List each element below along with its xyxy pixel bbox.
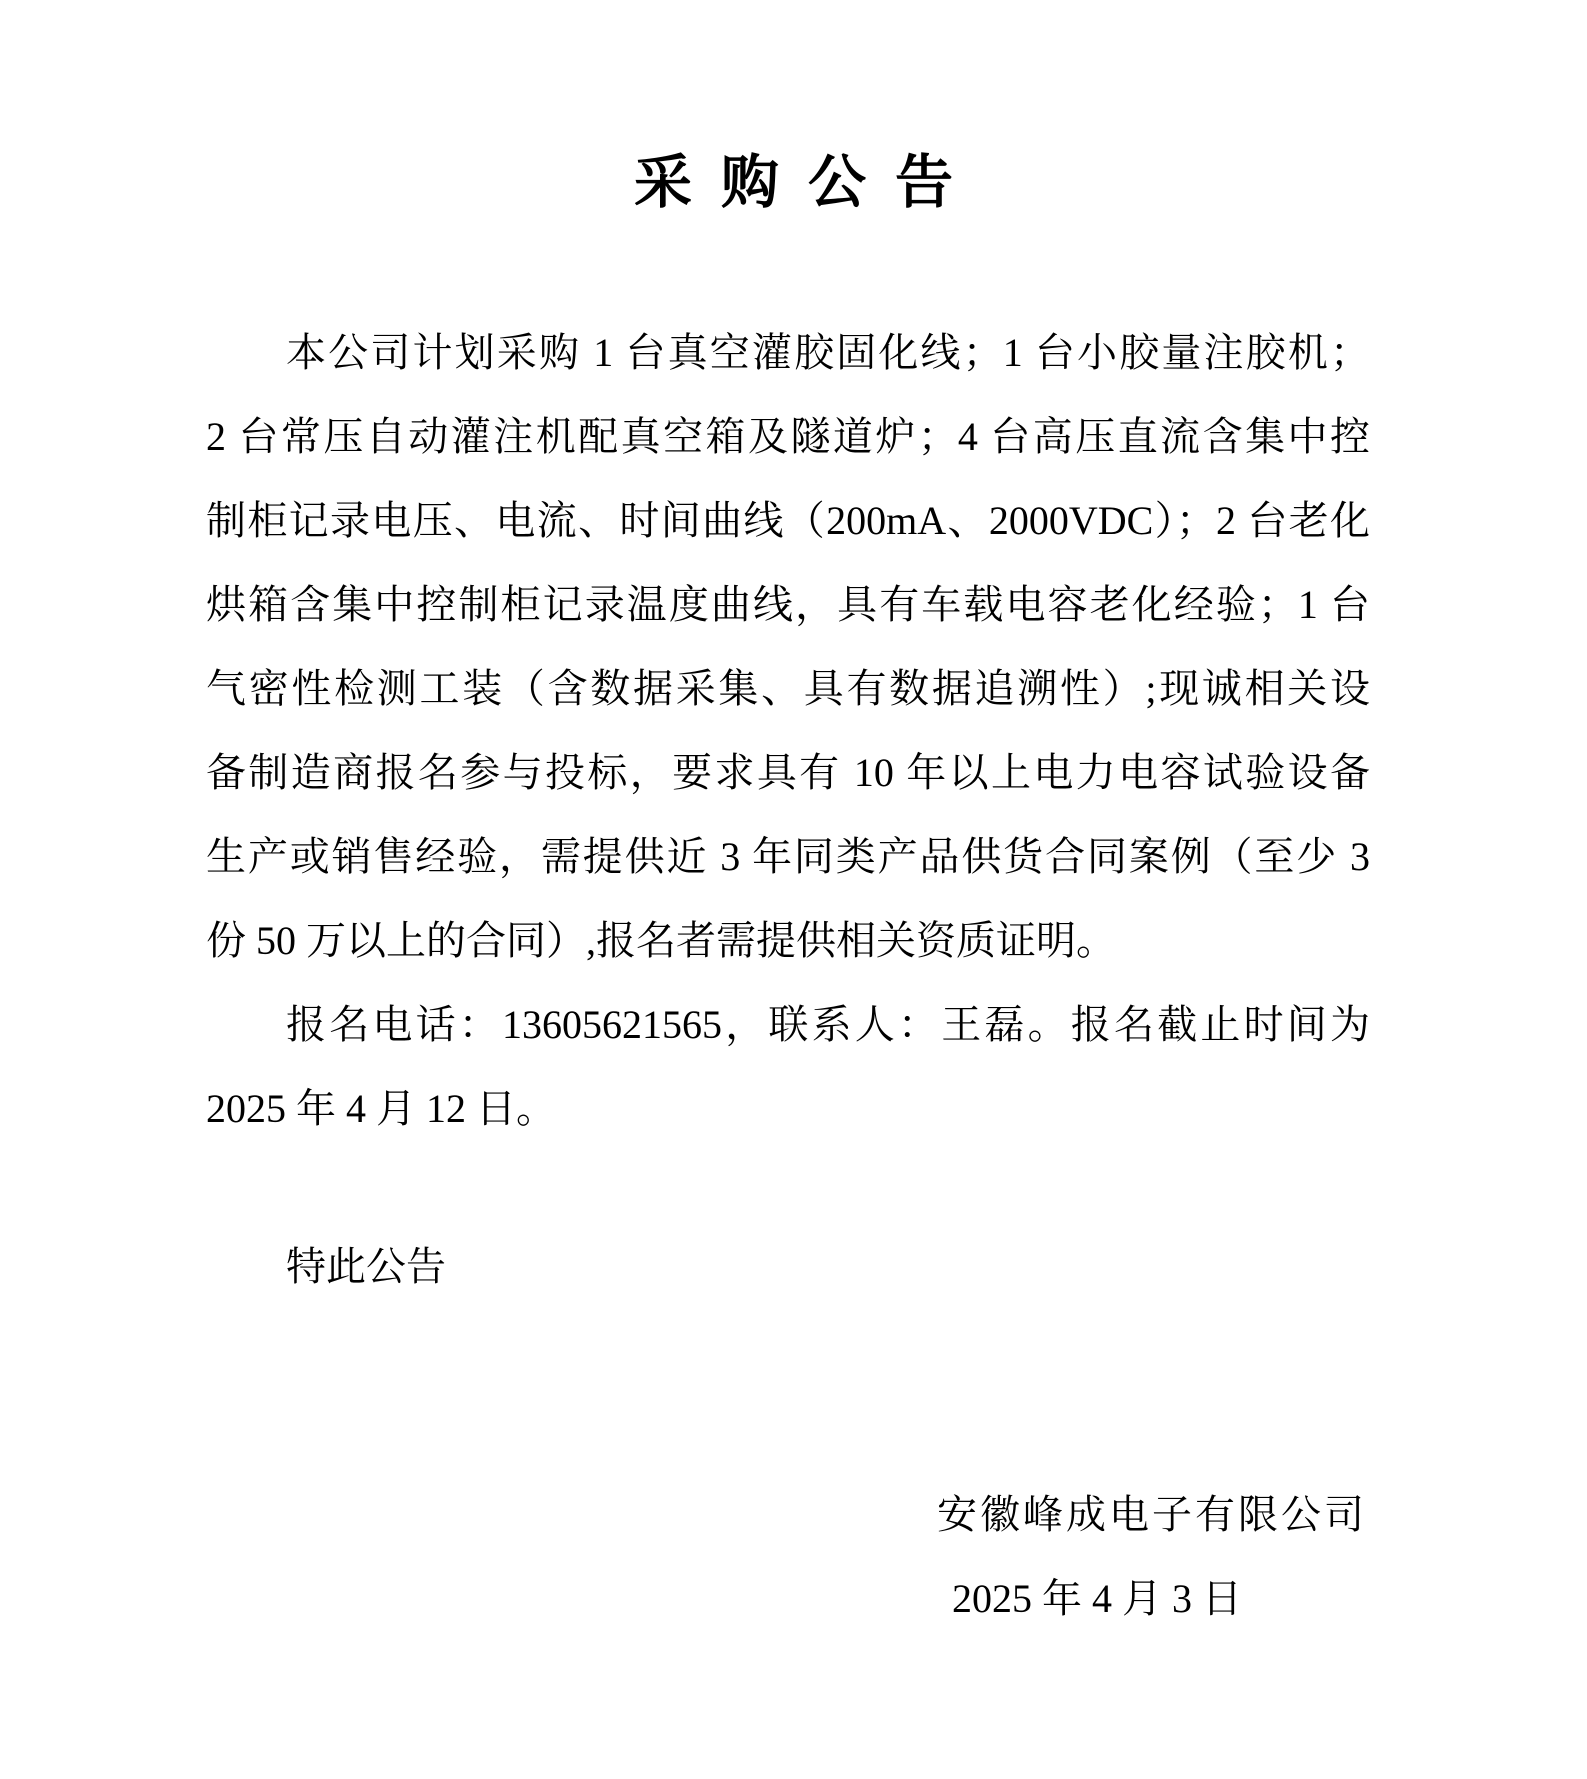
paragraph-line: 本公司计划采购 1 台真空灌胶固化线；1 台小胶量注胶机； [286, 330, 1370, 375]
signature-company-name: 安徽峰成电子有限公司 [937, 1492, 1367, 1537]
paragraph-line: 2 台常压自动灌注机配真空箱及隧道炉；4 台高压直流含集中控 [206, 414, 1370, 459]
paragraph-contact-info [206, 983, 1370, 1151]
paragraph-line: 烘箱含集中控制柜记录温度曲线，具有车载电容老化经验；1 台 [206, 582, 1370, 627]
document-title: 采 购 公 告 [633, 150, 953, 215]
signature-date: 2025 年 4 月 3 日 [952, 1576, 1242, 1621]
paragraph-line: 制柜记录电压、电流、时间曲线（200mA、2000VDC）；2 台老化 [206, 498, 1370, 543]
paragraph-procurement-details [206, 311, 1370, 983]
signature-block [937, 1473, 1367, 1641]
document-body [206, 311, 1370, 1641]
paragraph-line: 备制造商报名参与投标，要求具有 10 年以上电力电容试验设备 [206, 750, 1370, 795]
paragraph-line: 2025 年 4 月 12 日。 [206, 1086, 556, 1131]
paragraph-line: 生产或销售经验，需提供近 3 年同类产品供货合同案例（至少 3 [206, 834, 1370, 879]
paragraph-line: 气密性检测工装（含数据采集、具有数据追溯性）;现诚相关设 [206, 666, 1370, 711]
paragraph-line: 报名电话：13605621565，联系人：王磊。报名截止时间为 [286, 1002, 1370, 1047]
closing-statement: 特此公告 [286, 1244, 446, 1289]
paragraph-line: 份 50 万以上的合同）,报名者需提供相关资质证明。 [206, 918, 1116, 963]
